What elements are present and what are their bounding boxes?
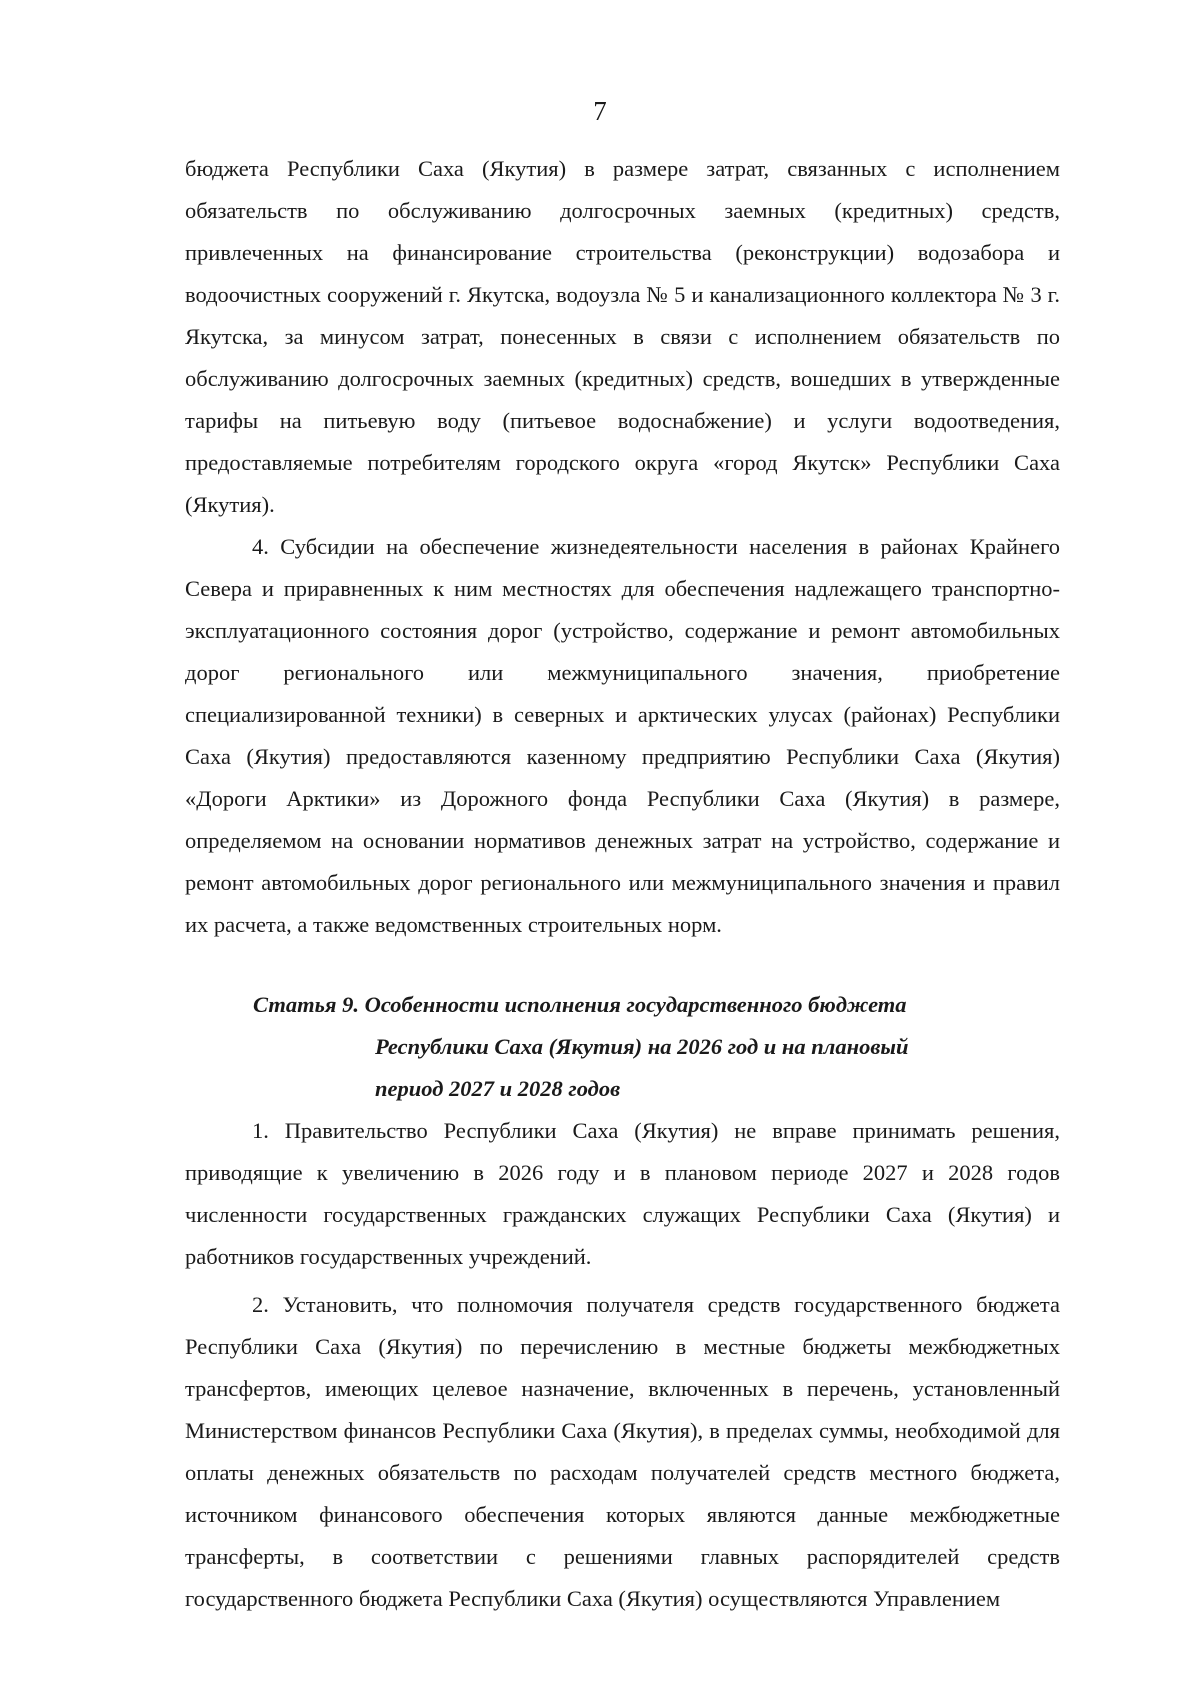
- article-heading: [185, 984, 1060, 1110]
- paragraph-item-2: 2. Установить, что полномочия получателя средств государственного бюджета Республики Саха (Якутия) по перечислению в местные бюджеты межбюджетных трансфертов, имеющих целевое назначение, включенных в перечень, установленный Министерством финансов Республики Саха (Якутия), в пределах суммы, необходимой для оплаты денежных обязательств по расходам получателей средств местного бюджета, источником финансового обеспечения которых являются данные межбюджетные трансферты, в соответствии с решениями главных распорядителей средств государственного бюджета Республики Саха (Якутия) осуществляются Управлением: [185, 1292, 1060, 1611]
- paragraph-item-4: 4. Субсидии на обеспечение жизнедеятельности населения в районах Крайнего Севера и приравненных к ним местностях для обеспечения надлежащего транспортно-эксплуатационного состояния дорог (устройство, содержание и ремонт автомобильных дорог регионального или межмуниципального значения, приобретение специализированной техники) в северных и арктических улусах (районах) Республики Саха (Якутия) предоставляются казенному предприятию Республики Саха (Якутия) «Дороги Арктики» из Дорожного фонда Республики Саха (Якутия) в размере, определяемом на основании нормативов денежных затрат на устройство, содержание и ремонт автомобильных дорог регионального или межмуниципального значения и правил их расчета, а также ведомственных строительных норм.: [185, 534, 1060, 937]
- article-heading-line-1: Статья 9. Особенности исполнения государственного бюджета: [253, 992, 907, 1017]
- page-number: 7: [593, 96, 607, 126]
- paragraph-continuation: бюджета Республики Саха (Якутия) в размере затрат, связанных с исполнением обязательств по обслуживанию долгосрочных заемных (кредитных) средств, привлеченных на финансирование строительства (реконструкции) водозабора и водоочистных сооружений г. Якутска, водоузла № 5 и канализационного коллектора № 3 г. Якутска, за минусом затрат, понесенных в связи с исполнением обязательств по обслуживанию долгосрочных заемных (кредитных) средств, вошедших в утвержденные тарифы на питьевую воду (питьевое водоснабжение) и услуги водоотведения, предоставляемые потребителям городского округа «город Якутск» Республики Саха (Якутия).: [185, 156, 1060, 517]
- article-heading-line-2: Республики Саха (Якутия) на 2026 год и на плановый: [375, 1034, 909, 1059]
- article-heading-line-3: период 2027 и 2028 годов: [375, 1076, 621, 1101]
- spacer: [185, 946, 1060, 984]
- paragraph-item-1: 1. Правительство Республики Саха (Якутия) не вправе принимать решения, приводящие к увеличению в 2026 году и в плановом периоде 2027 и 2028 годов численности государственных гражданских служащих Республики Саха (Якутия) и работников государственных учреждений.: [185, 1118, 1060, 1269]
- document-body: [185, 148, 1060, 1620]
